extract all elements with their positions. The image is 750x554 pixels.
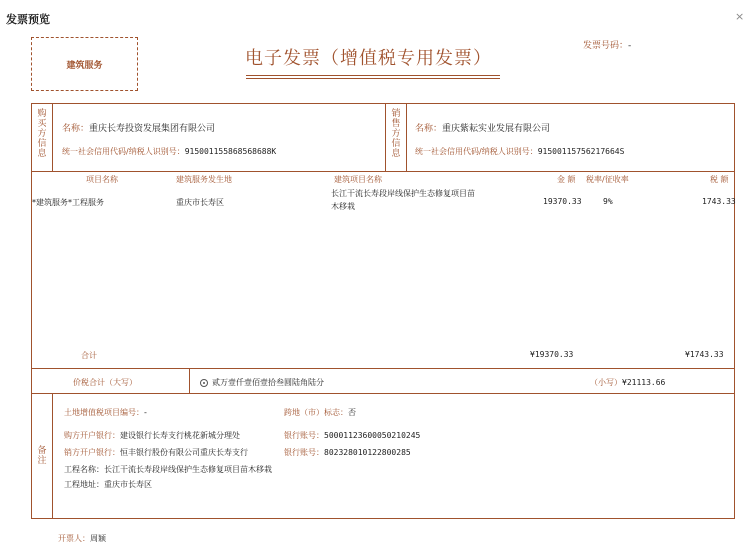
issuer-name: 周颖: [90, 534, 106, 543]
buyer-account-value: 50001123600050210245: [324, 431, 421, 440]
buyer-bank-value: 建设银行长寿支行桃花新城分理处: [120, 431, 240, 440]
dialog-title: 发票预览: [6, 13, 50, 26]
row-rate: 9%: [603, 197, 613, 206]
grand-total-small-label: （小写）: [590, 378, 622, 387]
grand-total-small-value: ¥21113.66: [622, 378, 666, 387]
grand-total-label: 价税合计（大写）: [73, 378, 137, 387]
buyer-name-value: 重庆长寿投资发展集团有限公司: [89, 124, 216, 134]
cross-region-flag: [284, 407, 356, 418]
row-item-name: *建筑服务*工程服务: [32, 198, 104, 207]
seller-tax-id-value: 91500115756217664S: [537, 147, 625, 156]
seller-name-value: 重庆紫耘实业发展有限公司: [442, 124, 551, 134]
buyer-label-divider: [52, 103, 53, 171]
seller-bank-label: 销方开户银行：: [64, 448, 120, 457]
col-header-tax: 税 额: [710, 175, 729, 184]
col-header-project: 建筑项目名称: [334, 175, 382, 184]
row-amount: 19370.33: [543, 197, 582, 206]
buyer-bank: [64, 430, 240, 441]
total-label: 合计: [81, 351, 97, 360]
seller-label-divider: [406, 103, 407, 171]
buyer-name-label: 名称：: [62, 124, 90, 134]
col-header-amount: 金 额: [557, 175, 576, 184]
circle-x-icon: [200, 379, 208, 387]
total-tax: ¥1743.33: [685, 350, 724, 359]
title-underline-2: [246, 78, 500, 79]
seller-name: [415, 121, 550, 134]
land-tax-label: 土地增值税项目编号：: [64, 408, 144, 417]
buyer-name: [62, 121, 215, 134]
col-header-location: 建筑服务发生地: [176, 175, 232, 184]
remarks-section-label: 备注: [37, 446, 47, 466]
total-amount: ¥19370.33: [530, 350, 574, 359]
seller-section-label: 销售方信息: [391, 109, 401, 159]
seller-tax-id-label: 统一社会信用代码/纳税人识别号：: [415, 147, 538, 156]
seller-bank: [64, 447, 248, 458]
service-type-stamp: [31, 37, 138, 91]
grand-total-small: [590, 377, 665, 388]
title-underline-1: [246, 75, 500, 76]
cross-region-label: 跨地（市）标志：: [284, 408, 348, 417]
total-divider: [31, 393, 735, 394]
seller-account: [284, 447, 411, 458]
remarks-label-divider: [52, 393, 53, 519]
invoice-number-label: 发票号码：: [583, 41, 629, 51]
land-tax-value: -: [144, 408, 147, 417]
buyer-account: [284, 430, 420, 441]
party-divider: [31, 171, 735, 172]
buyer-tax-id: [62, 146, 276, 157]
buyer-tax-id-label: 统一社会信用代码/纳税人识别号：: [62, 147, 185, 156]
seller-name-label: 名称：: [415, 124, 443, 134]
grand-total-uppercase-value: 贰万壹仟壹佰壹拾叁圆陆角陆分: [212, 378, 324, 387]
col-header-rate: 税率/征收率: [586, 175, 629, 184]
issuer: [58, 533, 106, 544]
seller-account-value: 802328010122800285: [324, 448, 411, 457]
row-location: 重庆市长寿区: [176, 198, 224, 207]
invoice-number: [583, 38, 631, 51]
items-bottom-divider: [31, 368, 735, 369]
invoice-number-value: -: [628, 41, 632, 51]
land-tax-number: [64, 407, 147, 418]
grand-total-divider: [189, 368, 190, 393]
close-icon[interactable]: ×: [735, 10, 745, 23]
project-address-line: 工程地址：重庆市长寿区: [64, 480, 152, 489]
col-header-item: 项目名称: [86, 175, 118, 184]
grand-total-uppercase: [200, 377, 324, 388]
buyer-section-label: 购买方信息: [37, 109, 47, 159]
stamp-label: 建筑服务: [66, 60, 103, 71]
seller-account-label: 银行账号：: [284, 448, 324, 457]
buyer-account-label: 银行账号：: [284, 431, 324, 440]
cross-region-value: 否: [348, 408, 356, 417]
seller-tax-id: [415, 146, 624, 157]
buyer-bank-label: 购方开户银行：: [64, 431, 120, 440]
project-name-line: 工程名称：长江干流长寿段岸线保护生态修复项目苗木移栽: [64, 465, 272, 474]
buyer-tax-id-value: 915001155868568688K: [184, 147, 277, 156]
invoice-title: 电子发票（增值税专用发票）: [245, 48, 492, 69]
row-tax: 1743.33: [702, 197, 736, 206]
row-project-name: 长江干流长寿段岸线保护生态修复项目苗木移栽: [331, 189, 475, 211]
seller-bank-value: 恒丰银行股份有限公司重庆长寿支行: [120, 448, 248, 457]
issuer-label: 开票人：: [58, 534, 90, 543]
party-middle-divider: [385, 103, 386, 171]
